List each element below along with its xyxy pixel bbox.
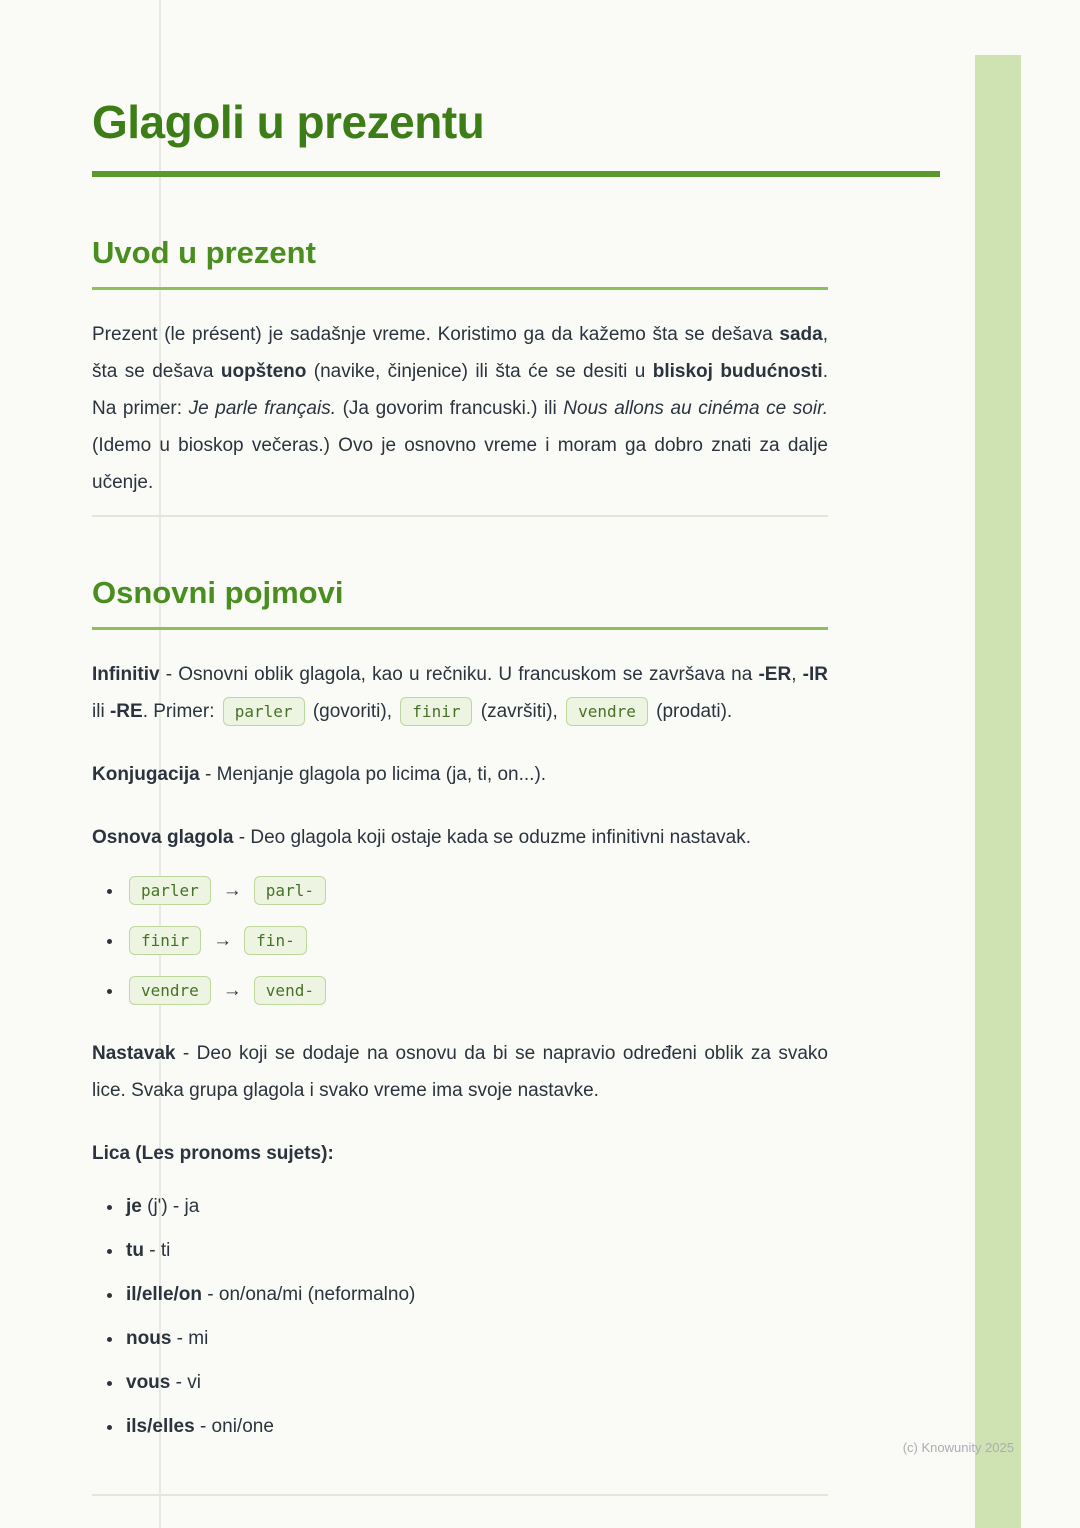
text-run: - Deo glagola koji ostaje kada se oduzme infinitivni nastavak.: [233, 827, 751, 848]
text-run: - ti: [143, 1240, 171, 1261]
document-content: [92, 0, 828, 1452]
right-accent-stripe: [975, 55, 1021, 1528]
bold-text: vous: [126, 1372, 171, 1393]
text-run: ,: [791, 664, 803, 685]
text-run: (Ja govorim francuski.) ili: [335, 398, 564, 419]
text-run: - mi: [171, 1328, 209, 1349]
bold-text: -RE: [109, 701, 143, 722]
list-item: [124, 922, 828, 959]
pronouns-heading: [92, 1135, 828, 1172]
intro-paragraph: [92, 316, 828, 501]
arrow-icon: →: [222, 880, 242, 901]
pronoun-list: [92, 1188, 828, 1445]
stem-list: [92, 872, 828, 1009]
list-item: [124, 972, 828, 1009]
code-chip: vendre: [129, 976, 211, 1005]
bold-text: tu: [126, 1240, 144, 1261]
text-run: (j') - ja: [141, 1196, 200, 1217]
infinitive-paragraph: [92, 656, 828, 730]
heading-divider: [92, 627, 828, 630]
ending-paragraph: [92, 1035, 828, 1109]
text-run: (prodati).: [650, 701, 733, 722]
section-uvod: [92, 235, 828, 501]
text-run: Prezent (le présent) je sadašnje vreme. Koristimo ga da kažemo šta se dešava: [92, 324, 780, 345]
page-title: Glagoli u prezentu: [92, 96, 485, 148]
list-item: [124, 1408, 828, 1445]
stem-paragraph: [92, 819, 828, 856]
text-run: - vi: [170, 1372, 201, 1393]
italic-text: Nous allons au cinéma ce soir.: [563, 398, 828, 419]
bold-text: bliskoj budućnosti: [652, 361, 823, 382]
section-heading-uvod: Uvod u prezent: [92, 235, 316, 270]
arrow-icon: →: [222, 980, 242, 1001]
bold-text: sada: [779, 324, 823, 345]
bold-text: uopšteno: [220, 361, 307, 382]
code-chip: vend-: [254, 976, 326, 1005]
bold-text: Infinitiv: [92, 664, 160, 685]
bold-text: nous: [126, 1328, 172, 1349]
bold-text: je: [126, 1196, 142, 1217]
code-chip: parl-: [254, 876, 326, 905]
text-run: (govoriti),: [307, 701, 398, 722]
list-item: [124, 1188, 828, 1225]
bold-text: -IR: [802, 664, 828, 685]
list-item: [124, 1276, 828, 1313]
code-chip: finir: [400, 697, 472, 726]
code-chip: parler: [223, 697, 305, 726]
title-divider: [92, 171, 940, 177]
text-run: (završiti),: [475, 701, 564, 722]
list-item: [124, 1364, 828, 1401]
bold-text: -ER: [758, 664, 792, 685]
footer-credit: (c) Knowunity 2025: [902, 1440, 1014, 1455]
bold-text: ils/elles: [126, 1416, 195, 1437]
section-divider: [92, 515, 828, 517]
code-chip: vendre: [566, 697, 648, 726]
bold-text: Nastavak: [92, 1043, 176, 1064]
text-run: (Idemo u bioskop večeras.) Ovo je osnovno vreme i moram ga dobro znati za dalje učenje.: [92, 435, 828, 493]
section-heading-osnovni: Osnovni pojmovi: [92, 575, 344, 610]
text-run: ili: [92, 701, 110, 722]
italic-text: Je parle français.: [188, 398, 336, 419]
list-item: [124, 1232, 828, 1269]
text-run: (navike, činjenice) ili šta će se desiti u: [306, 361, 653, 382]
arrow-icon: →: [213, 930, 233, 951]
text-run: - on/ona/mi (neformalno): [202, 1284, 416, 1305]
section-osnovni-pojmovi: [92, 575, 828, 1445]
text-run: - Deo koji se dodaje na osnovu da bi se napravio određeni oblik za svako lice. Svaka grupa glagola i svako vreme ima svoje nastavke.: [92, 1043, 828, 1101]
code-chip: parler: [129, 876, 211, 905]
bottom-divider: [92, 1494, 828, 1496]
text-run: - oni/one: [194, 1416, 274, 1437]
konjugacija-paragraph: [92, 756, 828, 793]
list-item: [124, 872, 828, 909]
bold-text: Lica (Les pronoms sujets):: [92, 1143, 334, 1164]
code-chip: fin-: [244, 926, 307, 955]
text-run: . Primer:: [142, 701, 220, 722]
text-run: , šta se dešava: [92, 324, 828, 382]
bold-text: il/elle/on: [126, 1284, 203, 1305]
bold-text: Osnova glagola: [92, 827, 234, 848]
list-item: [124, 1320, 828, 1357]
text-run: - Menjanje glagola po licima (ja, ti, on...).: [199, 764, 547, 785]
bold-text: Konjugacija: [92, 764, 200, 785]
text-run: . Na primer:: [92, 361, 828, 419]
heading-divider: [92, 287, 828, 290]
code-chip: finir: [129, 926, 201, 955]
text-run: - Osnovni oblik glagola, kao u rečniku. U francuskom se završava na: [159, 664, 759, 685]
